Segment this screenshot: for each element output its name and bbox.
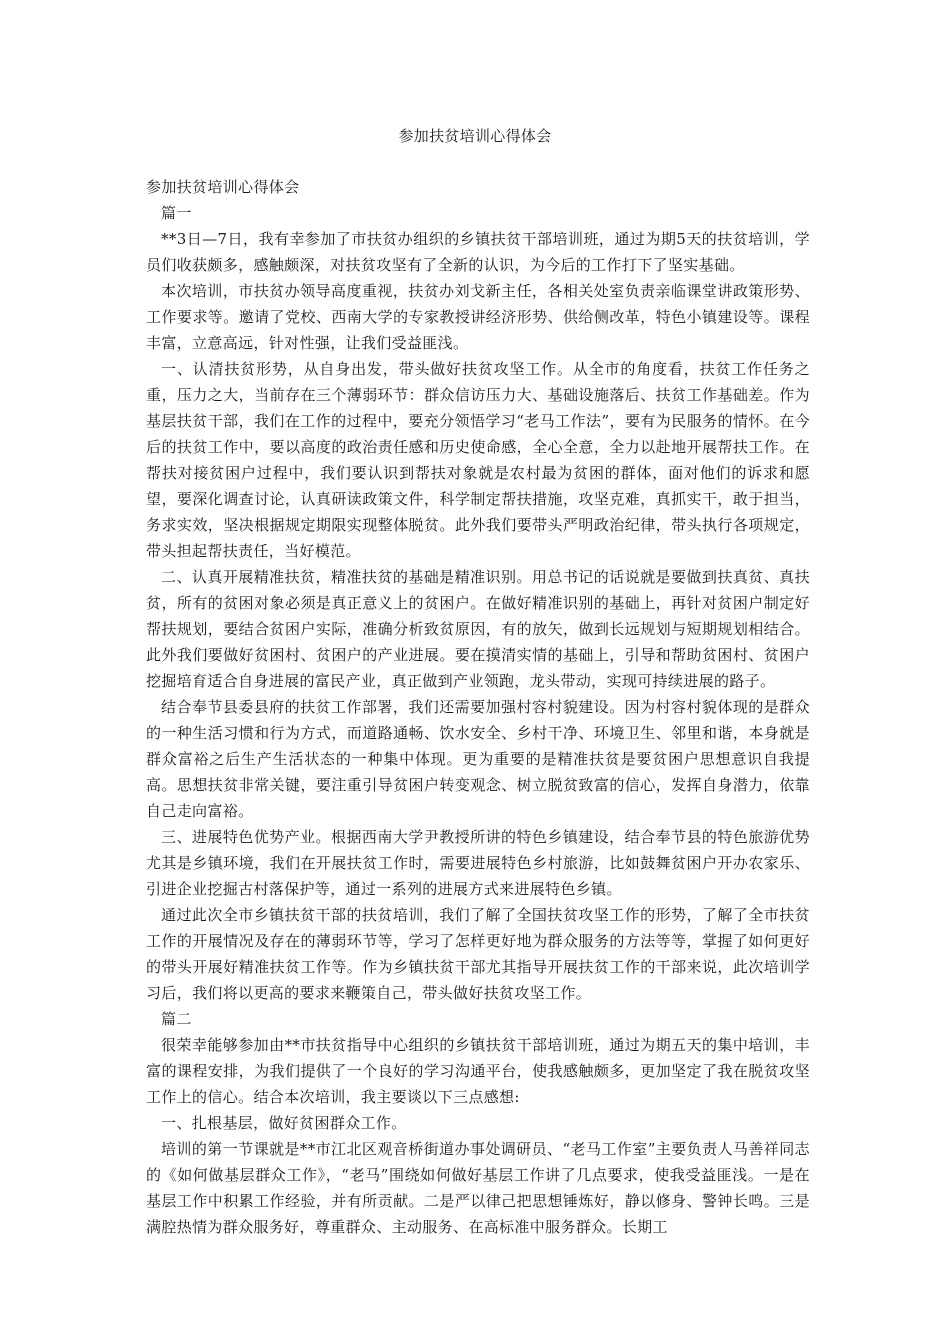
body-paragraph: 一、认清扶贫形势，从自身出发，带头做好扶贫攻坚工作。从全市的角度看，扶贫工作任务之重，压力之大，当前存在三个薄弱环节：群众信访压力大、基础设施落后、扶贫工作基础差。作为基层扶贫干部，我们在工作的过程中，要充分领悟学习“老马工作法”，要有为民服务的情怀。在今后的扶贫工作中，要以高度的政治责任感和历史使命感，全心全意，全力以赴地开展帮扶工作。在帮扶对接贫困户过程中，我们要认识到帮扶对象就是农村最为贫困的群体，面对他们的诉求和愿望，要深化调查讨论，认真研读政策文件，科学制定帮扶措施，攻坚克难，真抓实干，敢于担当，务求实效，坚决根据规定期限实现整体脱贫。此外我们要带头严明政治纪律，带头执行各项规定，带头担起帮扶责任，当好模范。 xyxy=(146,360,810,560)
body-paragraph: 通过此次全市乡镇扶贫干部的扶贫培训，我们了解了全国扶贫攻坚工作的形势，了解了全市扶贫工作的开展情况及存在的薄弱环节等，学习了怎样更好地为群众服务的方法等等，掌握了如何更好的带头开展好精准扶贫工作等。作为乡镇扶贫干部尤其指导开展扶贫工作的干部来说，此次培训学习后，我们将以更高的要求来鞭策自己，带头做好扶贫攻坚工作。 xyxy=(146,906,810,1002)
section-heading-part-two: 篇二 xyxy=(161,1010,192,1028)
section-heading-part-one: 篇一 xyxy=(161,204,192,222)
body-paragraph: 三、进展特色优势产业。根据西南大学尹教授所讲的特色乡镇建设，结合奉节县的特色旅游优势尤其是乡镇环境，我们在开展扶贫工作时，需要进展特色乡村旅游，比如鼓舞贫困户开办农家乐、引进企业挖掘古村落保护等，通过一系列的进展方式来进展特色乡镇。 xyxy=(146,828,810,898)
body-paragraph: 二、认真开展精准扶贫，精准扶贫的基础是精准识别。用总书记的话说就是要做到扶真贫、真扶贫，所有的贫困对象必须是真正意义上的贫困户。在做好精准识别的基础上，再针对贫困户制定好帮扶规划，要结合贫困户实际，准确分析致贫原因，有的放矢，做到长远规划与短期规划相结合。此外我们要做好贫困村、贫困户的产业进展。要在摸清实情的基础上，引导和帮助贫困村、贫困户挖掘培育适合自身进展的富民产业，真正做到产业领跑，龙头带动，实现可持续进展的路子。 xyxy=(146,568,810,690)
document-body xyxy=(146,174,810,1240)
body-paragraph: 很荣幸能够参加由**市扶贫指导中心组织的乡镇扶贫干部培训班，通过为期五天的集中培训，丰富的课程安排，为我们提供了一个良好的学习沟通平台，使我感触颇多，更加坚定了我在脱贫攻坚工作上的信心。结合本次培训，我主要谈以下三点感想: xyxy=(146,1036,810,1106)
body-paragraph: **3日—7日，我有幸参加了市扶贫办组织的乡镇扶贫干部培训班，通过为期5天的扶贫培训，学员们收获颇多，感触颇深，对扶贫攻坚有了全新的认识，为今后的工作打下了坚实基础。 xyxy=(146,230,810,274)
document-subtitle: 参加扶贫培训心得体会 xyxy=(146,178,300,196)
body-paragraph: 结合奉节县委县府的扶贫工作部署，我们还需要加强村容村貌建设。因为村容村貌体现的是群众的一种生活习惯和行为方式，而道路通畅、饮水安全、乡村干净、环境卫生、邻里和谐，本身就是群众富裕之后生产生活状态的一种集中体现。更为重要的是精准扶贫是要贫困户思想意识自我提高。思想扶贫非常关键，要注重引导贫困户转变观念、树立脱贫致富的信心，发挥自身潜力，依靠自己走向富裕。 xyxy=(146,698,810,820)
body-paragraph: 本次培训，市扶贫办领导高度重视，扶贫办刘戈新主任，各相关处室负责亲临课堂讲政策形势、工作要求等。邀请了党校、西南大学的专家教授讲经济形势、供给侧改革，特色小镇建设等。课程丰富，立意高远，针对性强，让我们受益匪浅。 xyxy=(146,282,810,352)
document-title: 参加扶贫培训心得体会 xyxy=(398,127,552,145)
body-paragraph: 培训的第一节课就是**市江北区观音桥街道办事处调研员、“老马工作室”主要负责人马善祥同志的《如何做基层群众工作》，“老马”围绕如何做好基层工作讲了几点要求，使我受益匪浅。一是在基层工作中积累工作经验，并有所贡献。二是严以律己把思想锤炼好，静以修身、警钟长鸣。三是满腔热情为群众服务好，尊重群众、主动服务、在高标准中服务群众。长期工 xyxy=(146,1140,810,1236)
body-paragraph: 一、扎根基层，做好贫困群众工作。 xyxy=(161,1114,407,1132)
